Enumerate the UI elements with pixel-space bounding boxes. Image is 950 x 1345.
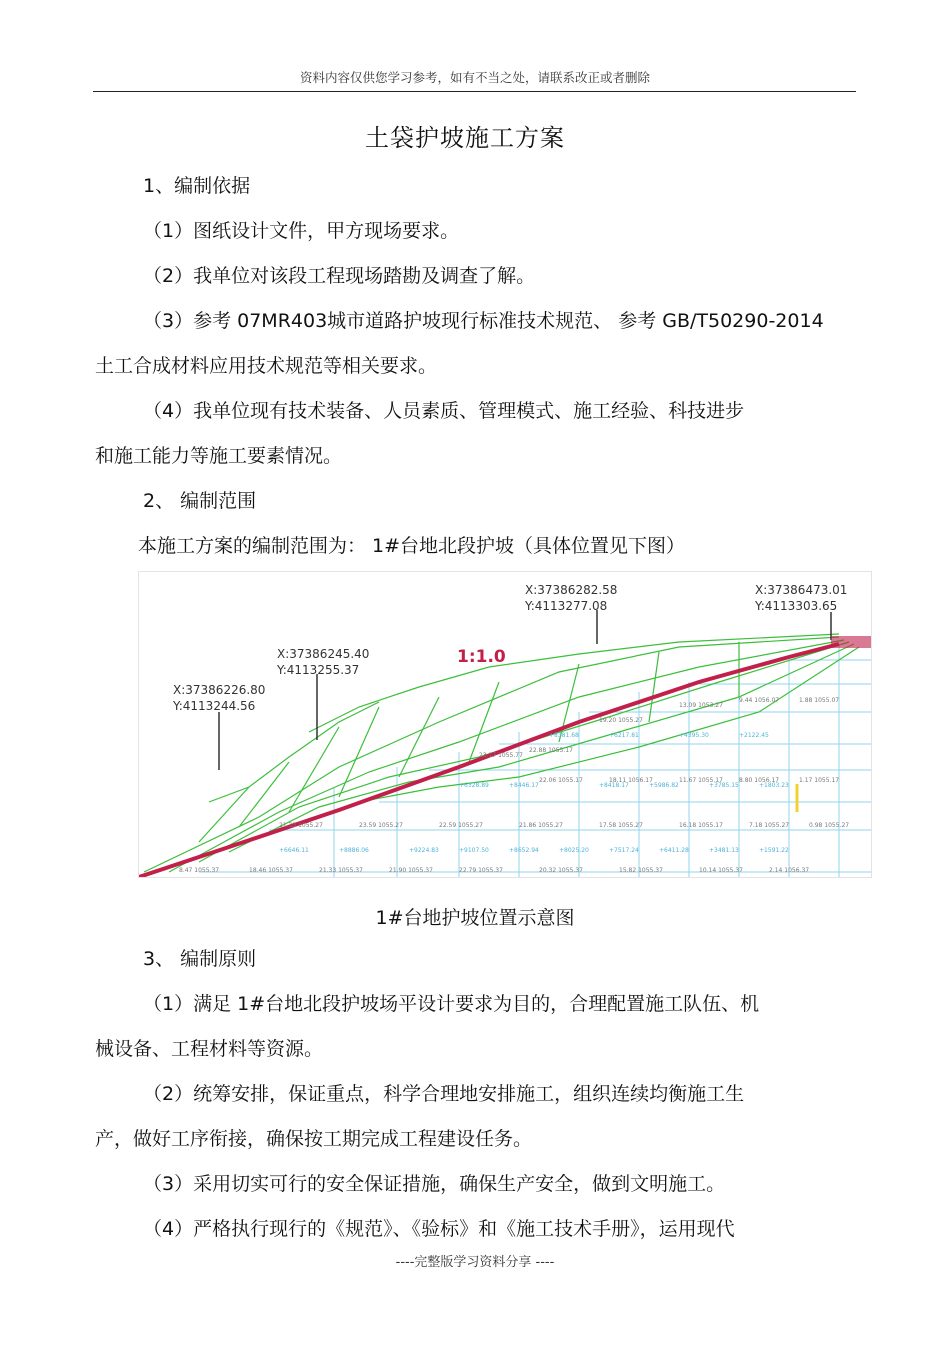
sec3-item-4: （4）严格执行现行的《规范》、《验标》和《施工技术手册》，运用现代 [143,1218,735,1240]
svg-text:+6328.89: +6328.89 [459,782,489,789]
svg-text:16.18 1055.17: 16.18 1055.17 [679,822,723,829]
svg-text:+4395.30: +4395.30 [679,732,709,739]
svg-text:+5986.82: +5986.82 [649,782,679,789]
grid-lines [199,644,871,877]
svg-text:17.58 1055.27: 17.58 1055.27 [599,822,643,829]
document-title: 土袋护坡施工方案 [365,124,565,152]
svg-text:+8418.17: +8418.17 [599,782,629,789]
svg-text:+8886.06: +8886.06 [339,847,369,854]
svg-text:21.90 1055.37: 21.90 1055.37 [389,867,433,874]
coord-2-x: X:37386245.40 [277,647,370,661]
page-header-note: 资料内容仅供您学习参考，如有不当之处，请联系改正或者删除 [299,70,650,85]
header-rule [93,91,856,92]
svg-text:+1803.23: +1803.23 [759,782,789,789]
sec3-item-3: （3）采用切实可行的安全保证措施，确保生产安全，做到文明施工。 [143,1173,726,1195]
svg-text:18.46 1055.37: 18.46 1055.37 [249,867,293,874]
svg-text:+2122.45: +2122.45 [739,732,769,739]
svg-text:18.11 1056.17: 18.11 1056.17 [609,777,653,784]
svg-text:+8381.68: +8381.68 [549,732,579,739]
svg-text:+9224.83: +9224.83 [409,847,439,854]
figure-caption: 1#台地护坡位置示意图 [375,907,575,929]
svg-text:1.88 1055.07: 1.88 1055.07 [799,697,840,704]
scope-text: 本施工方案的编制范围为： 1#台地北段护坡（具体位置见下图） [138,535,686,557]
coord-1-x: X:37386226.80 [173,683,266,697]
svg-text:22.79 1055.37: 22.79 1055.37 [459,867,503,874]
svg-text:8.80 1056.17: 8.80 1056.17 [739,777,780,784]
svg-text:+6646.11: +6646.11 [279,847,309,854]
coord-4-x: X:37386473.01 [755,583,848,597]
sec1-item-4: （4）我单位现有技术装备、人员素质、管理模式、施工经验、科技进步 [143,400,745,422]
svg-text:11.67 1055.17: 11.67 1055.17 [679,777,723,784]
coord-3-y: Y:4113277.08 [525,599,608,613]
svg-text:+9107.50: +9107.50 [459,847,489,854]
site-plan-drawing [139,572,871,877]
svg-text:+1591.22: +1591.22 [759,847,789,854]
svg-text:+7517.24: +7517.24 [609,847,639,854]
svg-text:8.47 1055.37: 8.47 1055.37 [179,867,220,874]
svg-text:21.33 1055.37: 21.33 1055.37 [319,867,363,874]
section-1-heading: 1、编制依据 [143,175,251,197]
corner-hatch [831,636,871,648]
svg-text:+6217.81: +6217.81 [609,732,639,739]
coord-1-y: Y:4113244.56 [173,699,256,713]
svg-text:7.18 1055.27: 7.18 1055.27 [749,822,790,829]
svg-text:22.06 1055.17: 22.06 1055.17 [539,777,583,784]
section-3-heading: 3、 编制原则 [143,948,257,970]
svg-text:10.14 1055.37: 10.14 1055.37 [699,867,743,874]
sec3-item-1: （1）满足 1#台地北段护坡场平设计要求为目的，合理配置施工队伍、机 [143,993,760,1015]
sec1-item-2: （2）我单位对该段工程现场踏勘及调查了解。 [143,265,536,287]
svg-text:+8652.94: +8652.94 [509,847,539,854]
svg-text:+8446.17: +8446.17 [509,782,539,789]
sec3-item-1-cont: 械设备、工程材料等资源。 [95,1038,324,1060]
slope-toe-line [139,644,839,877]
coord-4-y: Y:4113303.65 [755,599,838,613]
slope-ratio-label: 1:1.0 [457,647,506,667]
page-footer-note: ----完整版学习资料分享 ---- [395,1255,555,1270]
svg-text:+3785.15: +3785.15 [709,782,739,789]
sec3-item-2-cont: 产，做好工序衔接，确保按工期完成工程建设任务。 [95,1128,533,1150]
svg-text:23.17 1055.77: 23.17 1055.77 [479,752,523,759]
coord-3-x: X:37386282.58 [525,583,618,597]
sec3-item-2: （2）统筹安排，保证重点，科学合理地安排施工，组织连续均衡施工生 [143,1083,745,1105]
svg-text:+8025.20: +8025.20 [559,847,589,854]
svg-text:21.86 1055.27: 21.86 1055.27 [519,822,563,829]
section-2-heading: 2、 编制范围 [143,490,257,512]
sec1-item-4-cont: 和施工能力等施工要素情况。 [95,445,343,467]
svg-text:0.98 1055.27: 0.98 1055.27 [809,822,850,829]
svg-text:21.33 1055.27: 21.33 1055.27 [279,822,323,829]
sec1-item-1: （1）图纸设计文件，甲方现场要求。 [143,220,460,242]
sec1-item-3: （3）参考 07MR403城市道路护坡现行标准技术规范、 参考 GB/T50290-2014 [143,310,824,332]
svg-text:23.59 1055.27: 23.59 1055.27 [359,822,403,829]
sec1-item-3-cont: 土工合成材料应用技术规范等相关要求。 [95,355,438,377]
svg-text:+3481.13: +3481.13 [709,847,739,854]
svg-text:+6411.28: +6411.28 [659,847,689,854]
svg-text:2.14 1056.37: 2.14 1056.37 [769,867,810,874]
svg-text:1.17 1055.17: 1.17 1055.17 [799,777,840,784]
svg-text:22.59 1055.27: 22.59 1055.27 [439,822,483,829]
svg-text:15.82 1055.37: 15.82 1055.37 [619,867,663,874]
site-plan-figure [138,571,872,878]
svg-text:19.20 1055.27: 19.20 1055.27 [599,717,643,724]
svg-text:22.88 1055.17: 22.88 1055.17 [529,747,573,754]
svg-text:20.32 1055.37: 20.32 1055.37 [539,867,583,874]
svg-text:13.09 1053.27: 13.09 1053.27 [679,702,723,709]
svg-text:9.44 1056.07: 9.44 1056.07 [739,697,780,704]
coord-2-y: Y:4113255.37 [277,663,360,677]
